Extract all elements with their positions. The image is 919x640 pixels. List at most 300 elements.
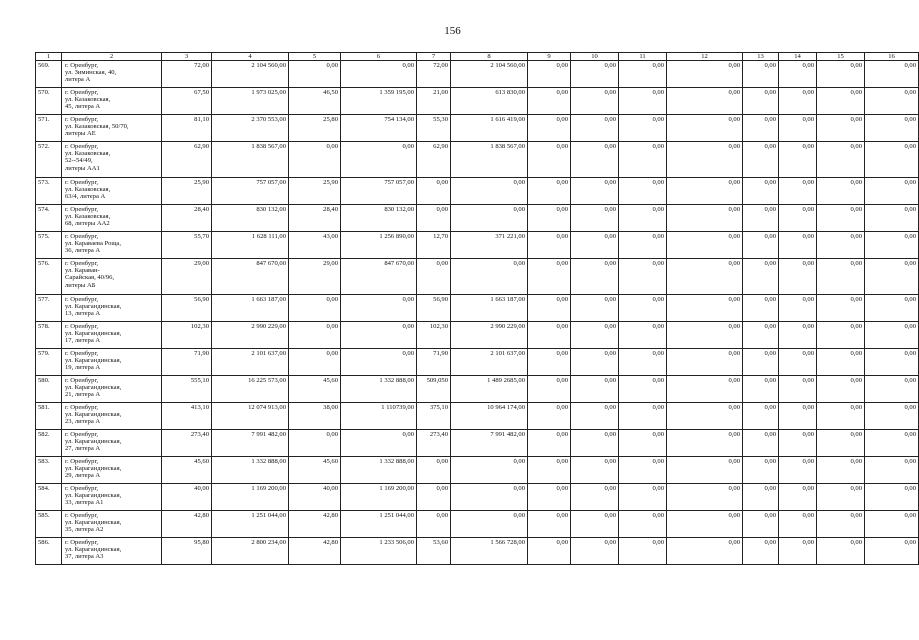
table-row xyxy=(36,349,919,376)
value-cell-col3: 42,80 xyxy=(162,511,212,538)
value-cell-col12: 0,00 xyxy=(667,295,743,322)
address-cell xyxy=(62,322,162,349)
value-cell-col10: 0,00 xyxy=(571,349,619,376)
value-cell-col5: 42,80 xyxy=(289,538,341,565)
value-cell-col14: 0,00 xyxy=(779,457,817,484)
table-row xyxy=(36,259,919,295)
address-line: ул. Карагандинская, xyxy=(65,384,122,392)
value-cell-col4: 1 251 044,00 xyxy=(212,511,289,538)
value-cell-col6: 1 169 200,00 xyxy=(341,484,417,511)
address-line: г. Оренбург, xyxy=(65,431,99,438)
value-cell-col9: 0,00 xyxy=(528,322,571,349)
value-cell-col7: 72,00 xyxy=(417,61,451,88)
value-cell-col11: 0,00 xyxy=(619,142,667,178)
value-cell-col12: 0,00 xyxy=(667,457,743,484)
value-cell-col3: 55,70 xyxy=(162,232,212,259)
value-cell-col6: 1 233 506,00 xyxy=(341,538,417,565)
value-cell-col14: 0,00 xyxy=(779,205,817,232)
column-header: 15 xyxy=(817,53,865,61)
value-cell-col16: 0,00 xyxy=(865,178,919,205)
value-cell-col7: 509,050 xyxy=(417,376,451,403)
address-cell xyxy=(62,538,162,565)
value-cell-col5: 43,00 xyxy=(289,232,341,259)
row-number: 573. xyxy=(36,178,62,205)
address-cell xyxy=(62,376,162,403)
value-cell-col16: 0,00 xyxy=(865,322,919,349)
value-cell-col11: 0,00 xyxy=(619,88,667,115)
value-cell-col15: 0,00 xyxy=(817,538,865,565)
housing-register-table xyxy=(35,52,919,565)
address-line: 63/4, литера А xyxy=(65,193,106,201)
value-cell-col11: 0,00 xyxy=(619,430,667,457)
table-row xyxy=(36,376,919,403)
address-line: 17, литера А xyxy=(65,337,101,345)
value-cell-col3: 72,00 xyxy=(162,61,212,88)
value-cell-col3: 81,10 xyxy=(162,115,212,142)
address-line: ул. Казаковская, xyxy=(65,213,111,221)
table-row xyxy=(36,538,919,565)
value-cell-col16: 0,00 xyxy=(865,259,919,295)
row-number: 584. xyxy=(36,484,62,511)
value-cell-col9: 0,00 xyxy=(528,178,571,205)
address-cell xyxy=(62,232,162,259)
value-cell-col8: 0,00 xyxy=(451,511,528,538)
address-line: 36, литера А xyxy=(65,247,101,255)
value-cell-col3: 95,80 xyxy=(162,538,212,565)
value-cell-col16: 0,00 xyxy=(865,232,919,259)
value-cell-col6: 0,00 xyxy=(341,142,417,178)
row-number: 570. xyxy=(36,88,62,115)
address-cell xyxy=(62,484,162,511)
value-cell-col4: 847 670,00 xyxy=(212,259,289,295)
value-cell-col6: 1 110739,00 xyxy=(341,403,417,430)
value-cell-col15: 0,00 xyxy=(817,88,865,115)
row-number: 581. xyxy=(36,403,62,430)
value-cell-col4: 1 973 025,00 xyxy=(212,88,289,115)
value-cell-col8: 0,00 xyxy=(451,259,528,295)
value-cell-col11: 0,00 xyxy=(619,484,667,511)
address-cell xyxy=(62,403,162,430)
value-cell-col3: 56,90 xyxy=(162,295,212,322)
value-cell-col16: 0,00 xyxy=(865,403,919,430)
value-cell-col7: 0,00 xyxy=(417,205,451,232)
address-line: г. Оренбург, xyxy=(65,62,99,69)
value-cell-col4: 1 663 187,00 xyxy=(212,295,289,322)
value-cell-col9: 0,00 xyxy=(528,205,571,232)
value-cell-col3: 413,10 xyxy=(162,403,212,430)
value-cell-col13: 0,00 xyxy=(743,511,779,538)
value-cell-col11: 0,00 xyxy=(619,511,667,538)
value-cell-col15: 0,00 xyxy=(817,295,865,322)
value-cell-col12: 0,00 xyxy=(667,61,743,88)
row-number: 586. xyxy=(36,538,62,565)
value-cell-col13: 0,00 xyxy=(743,61,779,88)
value-cell-col6: 0,00 xyxy=(341,349,417,376)
value-cell-col16: 0,00 xyxy=(865,205,919,232)
value-cell-col7: 0,00 xyxy=(417,484,451,511)
address-line: ул. Карагандинская, xyxy=(65,357,122,365)
value-cell-col6: 830 132,00 xyxy=(341,205,417,232)
column-header: 10 xyxy=(571,53,619,61)
column-header: 7 xyxy=(417,53,451,61)
row-number: 582. xyxy=(36,430,62,457)
value-cell-col5: 45,60 xyxy=(289,457,341,484)
value-cell-col16: 0,00 xyxy=(865,376,919,403)
address-line: 45, литера А xyxy=(65,103,101,111)
value-cell-col9: 0,00 xyxy=(528,484,571,511)
address-line: 13, литера А xyxy=(65,310,101,318)
address-line: г. Оренбург, xyxy=(65,143,99,150)
column-header: 14 xyxy=(779,53,817,61)
value-cell-col9: 0,00 xyxy=(528,295,571,322)
value-cell-col15: 0,00 xyxy=(817,430,865,457)
value-cell-col8: 7 991 482,00 xyxy=(451,430,528,457)
value-cell-col5: 46,50 xyxy=(289,88,341,115)
value-cell-col13: 0,00 xyxy=(743,142,779,178)
value-cell-col3: 45,60 xyxy=(162,457,212,484)
value-cell-col12: 0,00 xyxy=(667,178,743,205)
value-cell-col7: 71,90 xyxy=(417,349,451,376)
value-cell-col8: 0,00 xyxy=(451,205,528,232)
value-cell-col14: 0,00 xyxy=(779,403,817,430)
address-cell xyxy=(62,88,162,115)
row-number: 571. xyxy=(36,115,62,142)
value-cell-col7: 62,90 xyxy=(417,142,451,178)
value-cell-col12: 0,00 xyxy=(667,511,743,538)
value-cell-col6: 754 134,00 xyxy=(341,115,417,142)
address-cell xyxy=(62,349,162,376)
value-cell-col5: 28,40 xyxy=(289,205,341,232)
value-cell-col10: 0,00 xyxy=(571,322,619,349)
value-cell-col4: 2 101 637,00 xyxy=(212,349,289,376)
value-cell-col6: 1 359 195,00 xyxy=(341,88,417,115)
value-cell-col10: 0,00 xyxy=(571,115,619,142)
value-cell-col15: 0,00 xyxy=(817,322,865,349)
value-cell-col4: 2 800 234,00 xyxy=(212,538,289,565)
address-line: ул. Карагандинская, xyxy=(65,465,122,473)
value-cell-col12: 0,00 xyxy=(667,430,743,457)
value-cell-col13: 0,00 xyxy=(743,538,779,565)
value-cell-col5: 42,80 xyxy=(289,511,341,538)
address-line: 23, литера А xyxy=(65,418,101,426)
address-line: г. Оренбург, xyxy=(65,323,99,330)
value-cell-col6: 847 670,00 xyxy=(341,259,417,295)
value-cell-col7: 53,60 xyxy=(417,538,451,565)
value-cell-col13: 0,00 xyxy=(743,178,779,205)
value-cell-col8: 0,00 xyxy=(451,457,528,484)
value-cell-col15: 0,00 xyxy=(817,178,865,205)
value-cell-col10: 0,00 xyxy=(571,259,619,295)
value-cell-col3: 62,90 xyxy=(162,142,212,178)
row-number: 569. xyxy=(36,61,62,88)
value-cell-col10: 0,00 xyxy=(571,457,619,484)
value-cell-col14: 0,00 xyxy=(779,295,817,322)
value-cell-col16: 0,00 xyxy=(865,457,919,484)
value-cell-col15: 0,00 xyxy=(817,349,865,376)
value-cell-col16: 0,00 xyxy=(865,61,919,88)
value-cell-col7: 0,00 xyxy=(417,259,451,295)
address-line: Сарайская, 40/96, xyxy=(65,274,115,282)
value-cell-col9: 0,00 xyxy=(528,376,571,403)
value-cell-col9: 0,00 xyxy=(528,430,571,457)
value-cell-col5: 40,00 xyxy=(289,484,341,511)
value-cell-col12: 0,00 xyxy=(667,349,743,376)
address-cell xyxy=(62,295,162,322)
value-cell-col4: 757 057,00 xyxy=(212,178,289,205)
value-cell-col12: 0,00 xyxy=(667,538,743,565)
address-line: литеры АБ xyxy=(65,281,96,289)
address-cell xyxy=(62,178,162,205)
table-row xyxy=(36,232,919,259)
value-cell-col13: 0,00 xyxy=(743,205,779,232)
column-header: 9 xyxy=(528,53,571,61)
value-cell-col16: 0,00 xyxy=(865,349,919,376)
value-cell-col8: 2 101 637,00 xyxy=(451,349,528,376)
value-cell-col3: 40,00 xyxy=(162,484,212,511)
column-header: 16 xyxy=(865,53,919,61)
value-cell-col7: 0,00 xyxy=(417,457,451,484)
row-number: 583. xyxy=(36,457,62,484)
value-cell-col8: 0,00 xyxy=(451,484,528,511)
value-cell-col4: 830 132,00 xyxy=(212,205,289,232)
page-number: 156 xyxy=(444,25,461,37)
value-cell-col13: 0,00 xyxy=(743,295,779,322)
value-cell-col16: 0,00 xyxy=(865,511,919,538)
column-header: 4 xyxy=(212,53,289,61)
address-line: ул. Карагандинская, xyxy=(65,546,122,554)
address-cell xyxy=(62,205,162,232)
address-line: 37, литера А3 xyxy=(65,553,104,561)
address-cell xyxy=(62,61,162,88)
value-cell-col16: 0,00 xyxy=(865,430,919,457)
address-line: литеры АЕ xyxy=(65,130,96,138)
value-cell-col14: 0,00 xyxy=(779,142,817,178)
value-cell-col3: 273,40 xyxy=(162,430,212,457)
value-cell-col11: 0,00 xyxy=(619,115,667,142)
address-line: ул. Караван- xyxy=(65,267,100,275)
address-line: литеры АА1 xyxy=(65,164,100,172)
value-cell-col6: 1 332 888,00 xyxy=(341,376,417,403)
table-row xyxy=(36,322,919,349)
value-cell-col6: 1 251 044,00 xyxy=(341,511,417,538)
value-cell-col10: 0,00 xyxy=(571,88,619,115)
address-line: г. Оренбург, xyxy=(65,260,99,267)
value-cell-col4: 7 991 482,00 xyxy=(212,430,289,457)
value-cell-col14: 0,00 xyxy=(779,61,817,88)
address-line: 68, литеры АА2 xyxy=(65,220,110,228)
value-cell-col3: 71,90 xyxy=(162,349,212,376)
value-cell-col11: 0,00 xyxy=(619,232,667,259)
value-cell-col6: 0,00 xyxy=(341,61,417,88)
address-line: ул. Карагандинская, xyxy=(65,492,122,500)
value-cell-col11: 0,00 xyxy=(619,205,667,232)
column-header: 2 xyxy=(62,53,162,61)
value-cell-col13: 0,00 xyxy=(743,232,779,259)
value-cell-col15: 0,00 xyxy=(817,232,865,259)
value-cell-col15: 0,00 xyxy=(817,115,865,142)
value-cell-col14: 0,00 xyxy=(779,538,817,565)
address-line: ул. Зиминская, 40, xyxy=(65,69,117,77)
value-cell-col7: 0,00 xyxy=(417,511,451,538)
column-header: 6 xyxy=(341,53,417,61)
address-line: г. Оренбург, xyxy=(65,539,99,546)
value-cell-col3: 555,10 xyxy=(162,376,212,403)
value-cell-col15: 0,00 xyxy=(817,511,865,538)
value-cell-col3: 102,30 xyxy=(162,322,212,349)
value-cell-col14: 0,00 xyxy=(779,484,817,511)
value-cell-col5: 29,00 xyxy=(289,259,341,295)
value-cell-col4: 1 332 888,00 xyxy=(212,457,289,484)
value-cell-col15: 0,00 xyxy=(817,457,865,484)
address-line: г. Оренбург, xyxy=(65,512,99,519)
value-cell-col6: 757 057,00 xyxy=(341,178,417,205)
value-cell-col13: 0,00 xyxy=(743,430,779,457)
value-cell-col11: 0,00 xyxy=(619,457,667,484)
value-cell-col14: 0,00 xyxy=(779,178,817,205)
value-cell-col12: 0,00 xyxy=(667,376,743,403)
address-cell xyxy=(62,430,162,457)
value-cell-col4: 1 169 200,00 xyxy=(212,484,289,511)
address-line: 35, литера А2 xyxy=(65,526,104,534)
value-cell-col14: 0,00 xyxy=(779,322,817,349)
value-cell-col10: 0,00 xyxy=(571,403,619,430)
table-row xyxy=(36,205,919,232)
address-cell xyxy=(62,115,162,142)
value-cell-col10: 0,00 xyxy=(571,232,619,259)
value-cell-col9: 0,00 xyxy=(528,115,571,142)
value-cell-col10: 0,00 xyxy=(571,61,619,88)
value-cell-col11: 0,00 xyxy=(619,322,667,349)
address-line: 33, литера А1 xyxy=(65,499,104,507)
value-cell-col10: 0,00 xyxy=(571,142,619,178)
value-cell-col9: 0,00 xyxy=(528,61,571,88)
table-row xyxy=(36,511,919,538)
address-line: г. Оренбург, xyxy=(65,350,99,357)
value-cell-col9: 0,00 xyxy=(528,349,571,376)
value-cell-col14: 0,00 xyxy=(779,430,817,457)
header-row xyxy=(36,53,919,61)
value-cell-col14: 0,00 xyxy=(779,349,817,376)
value-cell-col9: 0,00 xyxy=(528,538,571,565)
value-cell-col12: 0,00 xyxy=(667,259,743,295)
value-cell-col4: 2 370 553,00 xyxy=(212,115,289,142)
address-line: ул. Карагандинская, xyxy=(65,519,122,527)
value-cell-col11: 0,00 xyxy=(619,178,667,205)
value-cell-col4: 2 990 229,00 xyxy=(212,322,289,349)
row-number: 572. xyxy=(36,142,62,178)
address-line: ул. Карагандинская, xyxy=(65,303,122,311)
value-cell-col16: 0,00 xyxy=(865,484,919,511)
table-row xyxy=(36,115,919,142)
value-cell-col12: 0,00 xyxy=(667,205,743,232)
value-cell-col7: 21,00 xyxy=(417,88,451,115)
value-cell-col13: 0,00 xyxy=(743,457,779,484)
value-cell-col6: 0,00 xyxy=(341,430,417,457)
value-cell-col9: 0,00 xyxy=(528,511,571,538)
value-cell-col8: 2 990 229,00 xyxy=(451,322,528,349)
value-cell-col12: 0,00 xyxy=(667,403,743,430)
column-header: 13 xyxy=(743,53,779,61)
address-line: г. Оренбург, xyxy=(65,233,99,240)
value-cell-col13: 0,00 xyxy=(743,322,779,349)
value-cell-col11: 0,00 xyxy=(619,259,667,295)
value-cell-col11: 0,00 xyxy=(619,61,667,88)
table-row xyxy=(36,403,919,430)
value-cell-col6: 0,00 xyxy=(341,295,417,322)
address-cell xyxy=(62,457,162,484)
value-cell-col8: 1 838 567,00 xyxy=(451,142,528,178)
value-cell-col16: 0,00 xyxy=(865,538,919,565)
address-line: г. Оренбург, xyxy=(65,296,99,303)
value-cell-col7: 375,10 xyxy=(417,403,451,430)
value-cell-col13: 0,00 xyxy=(743,88,779,115)
row-number: 577. xyxy=(36,295,62,322)
value-cell-col13: 0,00 xyxy=(743,376,779,403)
value-cell-col4: 12 074 913,00 xyxy=(212,403,289,430)
value-cell-col6: 1 256 890,00 xyxy=(341,232,417,259)
address-line: г. Оренбург, xyxy=(65,179,99,186)
address-line: ул. Караваева Роща, xyxy=(65,240,121,248)
address-line: г. Оренбург, xyxy=(65,404,99,411)
value-cell-col8: 1 566 728,00 xyxy=(451,538,528,565)
address-line: ул. Казаковская, xyxy=(65,150,111,158)
value-cell-col16: 0,00 xyxy=(865,142,919,178)
row-number: 575. xyxy=(36,232,62,259)
value-cell-col12: 0,00 xyxy=(667,232,743,259)
address-line: ул. Карагандинская, xyxy=(65,330,122,338)
value-cell-col15: 0,00 xyxy=(817,142,865,178)
value-cell-col8: 10 964 174,00 xyxy=(451,403,528,430)
value-cell-col5: 0,00 xyxy=(289,142,341,178)
value-cell-col10: 0,00 xyxy=(571,430,619,457)
value-cell-col4: 1 838 567,00 xyxy=(212,142,289,178)
address-line: 21, литера А xyxy=(65,391,101,399)
value-cell-col11: 0,00 xyxy=(619,403,667,430)
column-header: 11 xyxy=(619,53,667,61)
value-cell-col11: 0,00 xyxy=(619,349,667,376)
value-cell-col8: 2 104 560,00 xyxy=(451,61,528,88)
column-header: 12 xyxy=(667,53,743,61)
value-cell-col7: 55,30 xyxy=(417,115,451,142)
value-cell-col14: 0,00 xyxy=(779,232,817,259)
address-line: 19, литера А xyxy=(65,364,101,372)
value-cell-col15: 0,00 xyxy=(817,205,865,232)
value-cell-col9: 0,00 xyxy=(528,142,571,178)
value-cell-col5: 25,80 xyxy=(289,115,341,142)
value-cell-col8: 1 616 419,00 xyxy=(451,115,528,142)
value-cell-col5: 0,00 xyxy=(289,61,341,88)
row-number: 574. xyxy=(36,205,62,232)
value-cell-col16: 0,00 xyxy=(865,295,919,322)
value-cell-col13: 0,00 xyxy=(743,259,779,295)
value-cell-col14: 0,00 xyxy=(779,511,817,538)
row-number: 585. xyxy=(36,511,62,538)
value-cell-col13: 0,00 xyxy=(743,115,779,142)
address-cell xyxy=(62,259,162,295)
address-line: 29, литера А xyxy=(65,472,101,480)
value-cell-col7: 0,00 xyxy=(417,178,451,205)
value-cell-col5: 45,60 xyxy=(289,376,341,403)
value-cell-col3: 67,50 xyxy=(162,88,212,115)
address-line: г. Оренбург, xyxy=(65,377,99,384)
value-cell-col8: 613 830,00 xyxy=(451,88,528,115)
table-row xyxy=(36,430,919,457)
value-cell-col5: 0,00 xyxy=(289,295,341,322)
value-cell-col8: 1 663 187,00 xyxy=(451,295,528,322)
value-cell-col6: 0,00 xyxy=(341,322,417,349)
address-cell xyxy=(62,511,162,538)
value-cell-col9: 0,00 xyxy=(528,232,571,259)
